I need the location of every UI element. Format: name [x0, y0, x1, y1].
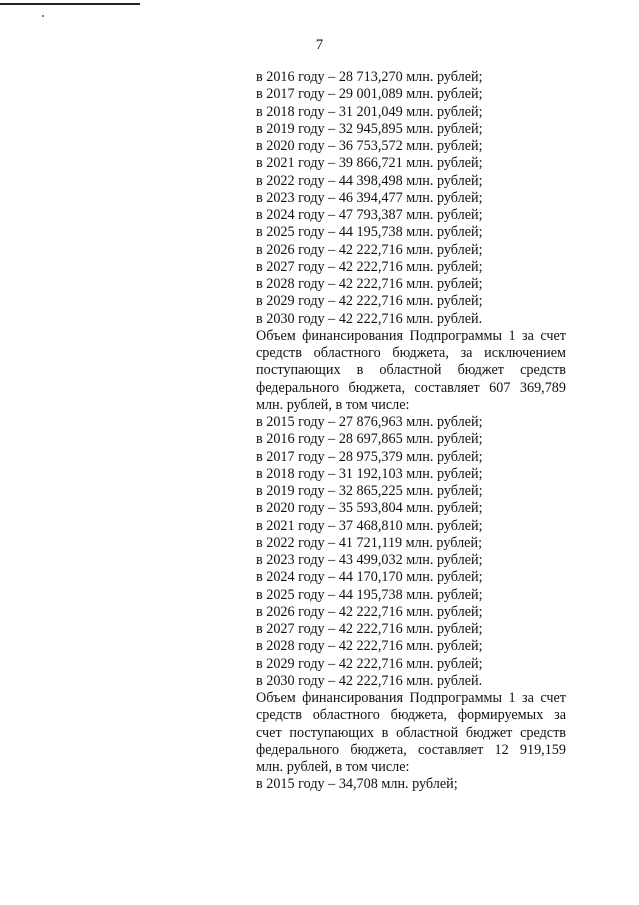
funding-paragraph-2: Объем финансирования Подпрограммы 1 за счет средств областного бюджета, формируемых за счет поступающих в областной бюджет средств федерального бюджета, составляет 12 919,159 млн. рублей, в том числе:	[256, 690, 566, 775]
year-funding-line: в 2018 году – 31 192,103 млн. рублей;	[256, 465, 483, 482]
year-funding-line: в 2029 году – 42 222,716 млн. рублей;	[256, 293, 483, 310]
year-funding-line: в 2030 году – 42 222,716 млн. рублей.	[256, 672, 483, 689]
page-number: 7	[315, 37, 324, 53]
year-funding-line: в 2027 году – 42 222,716 млн. рублей;	[256, 258, 483, 275]
year-funding-line: в 2026 году – 42 222,716 млн. рублей;	[256, 241, 483, 258]
year-funding-line: в 2015 году – 34,708 млн. рублей;	[256, 776, 458, 793]
year-funding-line: в 2020 году – 35 593,804 млн. рублей;	[256, 500, 483, 517]
year-funding-line: в 2025 году – 44 195,738 млн. рублей;	[256, 224, 483, 241]
year-funding-line: в 2028 году – 42 222,716 млн. рублей;	[256, 638, 483, 655]
year-funding-line: в 2017 году – 28 975,379 млн. рублей;	[256, 448, 483, 465]
year-funding-line: в 2015 году – 27 876,963 млн. рублей;	[256, 414, 483, 430]
scan-speck	[42, 15, 44, 17]
year-funding-line: в 2016 году – 28 713,270 млн. рублей;	[256, 69, 483, 85]
year-funding-line: в 2019 году – 32 865,225 млн. рублей;	[256, 483, 483, 499]
yearly-funding-list-1	[256, 69, 566, 328]
year-funding-line: в 2017 году – 29 001,089 млн. рублей;	[256, 86, 483, 103]
year-funding-line: в 2024 году – 47 793,387 млн. рублей;	[256, 207, 483, 223]
year-funding-line: в 2021 году – 37 468,810 млн. рублей;	[256, 517, 483, 534]
year-funding-line: в 2021 году – 39 866,721 млн. рублей;	[256, 155, 483, 172]
year-funding-line: в 2020 году – 36 753,572 млн. рублей;	[256, 138, 483, 154]
year-funding-line: в 2029 году – 42 222,716 млн. рублей;	[256, 655, 483, 672]
year-funding-line: в 2022 году – 41 721,119 млн. рублей;	[256, 534, 483, 551]
year-funding-line: в 2025 году – 44 195,738 млн. рублей;	[256, 586, 483, 603]
year-funding-line: в 2018 году – 31 201,049 млн. рублей;	[256, 103, 483, 120]
year-funding-line: в 2022 году – 44 398,498 млн. рублей;	[256, 172, 483, 189]
year-funding-line: в 2019 году – 32 945,895 млн. рублей;	[256, 120, 483, 137]
year-funding-line: в 2023 году – 46 394,477 млн. рублей;	[256, 189, 483, 206]
year-funding-line: в 2028 году – 42 222,716 млн. рублей;	[256, 276, 483, 292]
year-funding-line: в 2026 году – 42 222,716 млн. рублей;	[256, 603, 483, 620]
document-body	[256, 69, 566, 794]
year-funding-line: в 2027 году – 42 222,716 млн. рублей;	[256, 621, 483, 637]
year-funding-line: в 2024 году – 44 170,170 млн. рублей;	[256, 569, 483, 586]
top-rule	[0, 3, 140, 5]
year-funding-line: в 2023 году – 43 499,032 млн. рублей;	[256, 552, 483, 568]
yearly-funding-list-3	[256, 776, 566, 793]
yearly-funding-list-2	[256, 414, 566, 690]
year-funding-line: в 2016 году – 28 697,865 млн. рублей;	[256, 431, 483, 448]
year-funding-line: в 2030 году – 42 222,716 млн. рублей.	[256, 310, 483, 327]
funding-paragraph-1: Объем финансирования Подпрограммы 1 за счет средств областного бюджета, за исключением поступающих в областной бюджет средств федерального бюджета, составляет 607 369,789 млн. рублей, в том числе:	[256, 327, 566, 413]
